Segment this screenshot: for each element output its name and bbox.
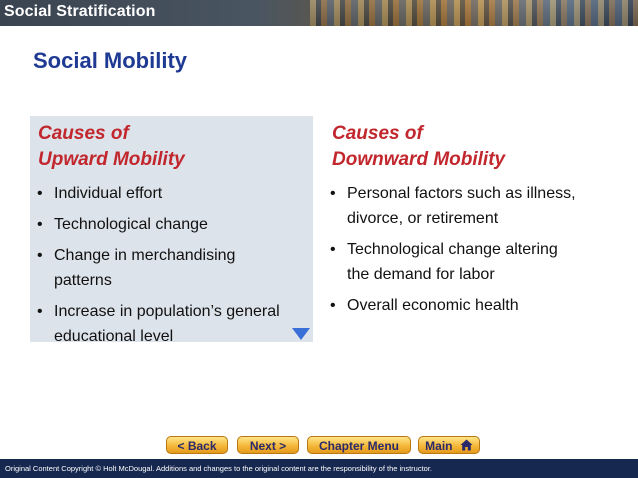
upward-item-text: • Individual effort [54, 185, 163, 202]
upward-list [36, 181, 311, 355]
back-button-label: < Back [177, 439, 217, 453]
upward-item-text: • Increase in population’s general [54, 303, 280, 320]
downward-item-text-cont: the demand for labor [347, 266, 495, 283]
slide-title: Social Mobility [33, 48, 188, 73]
down-arrow-icon[interactable] [292, 328, 310, 340]
chapter-menu-button[interactable] [307, 436, 411, 454]
downward-item [329, 293, 629, 318]
main-button-label: Main [425, 439, 453, 453]
downward-item-text: • Technological change altering [347, 241, 558, 258]
upward-item-text: • Change in merchandising [54, 247, 236, 264]
downward-item [329, 237, 629, 287]
upward-item [36, 243, 311, 293]
header-photo-strip [310, 0, 638, 26]
upward-item [36, 299, 311, 349]
downward-item-text: • Personal factors such as illness, [347, 185, 576, 202]
downward-heading-line1: Causes of [332, 123, 423, 144]
section-title: Social Stratification [4, 3, 156, 20]
upward-item-text-cont: educational level [54, 328, 174, 345]
header-bar [0, 0, 638, 26]
downward-heading [332, 121, 505, 173]
downward-item-text: • Overall economic health [347, 297, 519, 314]
upward-heading-line2: Upward Mobility [38, 149, 185, 170]
back-button[interactable] [166, 436, 228, 454]
chapter-menu-button-label: Chapter Menu [318, 439, 399, 453]
downward-heading-line2: Downward Mobility [332, 149, 506, 170]
downward-item [329, 181, 629, 231]
upward-heading [38, 121, 185, 173]
footer-bar [0, 459, 638, 478]
downward-item-text-cont: divorce, or retirement [347, 210, 499, 227]
home-icon [460, 438, 473, 456]
upward-item-text-cont: patterns [54, 272, 112, 289]
downward-list [329, 181, 629, 324]
upward-item [36, 181, 311, 206]
next-button[interactable] [237, 436, 299, 454]
upward-heading-line1: Causes of [38, 123, 129, 144]
upward-item-text: • Technological change [54, 216, 208, 233]
copyright-text: Original Content Copyright © Holt McDougal. Additions and changes to the original content are the responsibility of the instructor. [5, 464, 433, 473]
upward-item [36, 212, 311, 237]
next-button-label: Next > [249, 439, 287, 453]
main-button[interactable] [418, 436, 480, 454]
